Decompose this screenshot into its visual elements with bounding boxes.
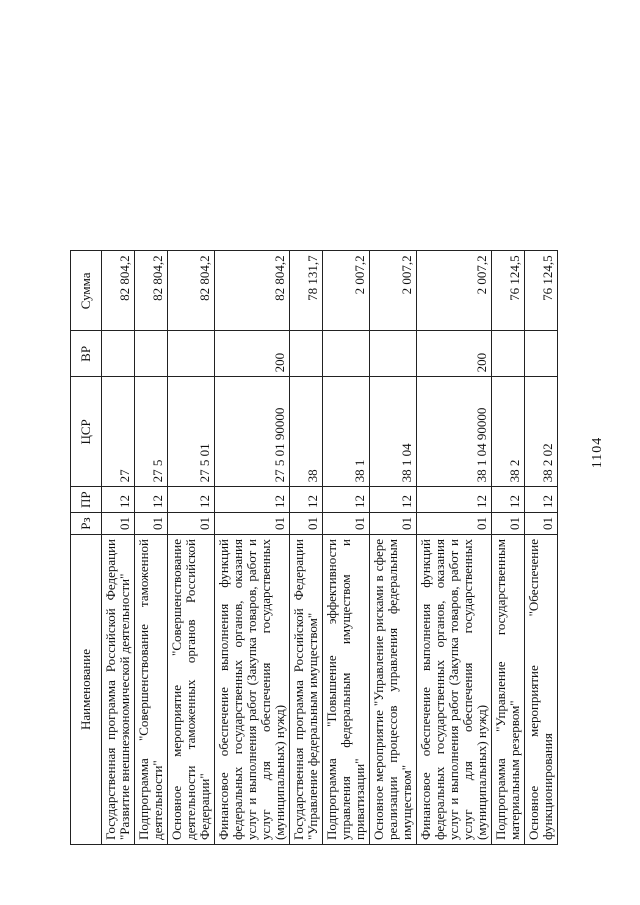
table-row — [102, 251, 135, 845]
cell-pr: 12 — [290, 487, 323, 513]
table-row — [417, 251, 492, 845]
cell-rz: 01 — [168, 513, 215, 535]
cell-rz: 01 — [417, 513, 492, 535]
cell-name: Основное мероприятие "Совершенствование деятельности таможенных органов Российской Федерации" — [168, 535, 215, 845]
cell-csr: 38 1 — [323, 377, 370, 487]
cell-name: Подпрограмма "Совершенствование таможенной деятельности" — [135, 535, 168, 845]
table-row — [215, 251, 290, 845]
cell-csr: 38 2 02 — [525, 377, 558, 487]
cell-name: Подпрограмма "Управление государственным материальным резервом" — [492, 535, 525, 845]
table-row — [290, 251, 323, 845]
cell-pr: 12 — [417, 487, 492, 513]
cell-csr: 38 1 04 90000 — [417, 377, 492, 487]
cell-vr — [290, 331, 323, 377]
cell-rz: 01 — [102, 513, 135, 535]
header-csr: ЦСР — [71, 377, 102, 487]
header-rz: Рз — [71, 513, 102, 535]
table-row — [525, 251, 558, 845]
cell-pr: 12 — [135, 487, 168, 513]
table-row — [135, 251, 168, 845]
cell-sum: 78 131,7 — [290, 251, 323, 331]
cell-name: Основное мероприятие "Обеспечение функционирования — [525, 535, 558, 845]
cell-csr: 27 5 01 90000 — [215, 377, 290, 487]
cell-rz: 01 — [215, 513, 290, 535]
cell-vr — [525, 331, 558, 377]
cell-rz: 01 — [525, 513, 558, 535]
header-sum: Сумма — [71, 251, 102, 331]
cell-pr: 12 — [370, 487, 417, 513]
cell-pr: 12 — [102, 487, 135, 513]
table-row — [168, 251, 215, 845]
cell-vr: 200 — [417, 331, 492, 377]
table-header-row — [71, 251, 102, 845]
cell-sum: 76 124,5 — [492, 251, 525, 331]
cell-vr — [102, 331, 135, 377]
cell-sum: 2 007,2 — [323, 251, 370, 331]
cell-name: Финансовое обеспечение выполнения функций федеральных государственных органов, оказания услуг и выполнения работ (Закупка товаров, работ и услуг для обеспечения государственных (муниципальных) нужд) — [215, 535, 290, 845]
cell-pr: 12 — [525, 487, 558, 513]
cell-rz: 01 — [323, 513, 370, 535]
cell-rz: 01 — [135, 513, 168, 535]
cell-sum: 2 007,2 — [417, 251, 492, 331]
table-row — [492, 251, 525, 845]
cell-sum: 82 804,2 — [168, 251, 215, 331]
cell-csr: 38 2 — [492, 377, 525, 487]
cell-sum: 82 804,2 — [135, 251, 168, 331]
cell-sum: 76 124,5 — [525, 251, 558, 331]
cell-csr: 27 5 01 — [168, 377, 215, 487]
cell-vr — [492, 331, 525, 377]
cell-csr: 38 1 04 — [370, 377, 417, 487]
header-vr: ВР — [71, 331, 102, 377]
cell-vr — [370, 331, 417, 377]
cell-sum: 82 804,2 — [102, 251, 135, 331]
cell-csr: 38 — [290, 377, 323, 487]
cell-name: Подпрограмма "Повышение эффективности управления федеральным имуществом и приватизации" — [323, 535, 370, 845]
cell-rz: 01 — [492, 513, 525, 535]
cell-pr: 12 — [168, 487, 215, 513]
cell-sum: 82 804,2 — [215, 251, 290, 331]
cell-vr — [168, 331, 215, 377]
cell-csr: 27 5 — [135, 377, 168, 487]
cell-vr — [323, 331, 370, 377]
header-name: Наименование — [71, 535, 102, 845]
budget-table — [70, 250, 558, 845]
header-pr: ПР — [71, 487, 102, 513]
cell-name: Государственная программа Российской Федерации "Развитие внешнеэкономической деятельности" — [102, 535, 135, 845]
cell-pr: 12 — [492, 487, 525, 513]
cell-pr: 12 — [323, 487, 370, 513]
cell-rz: 01 — [370, 513, 417, 535]
cell-pr: 12 — [215, 487, 290, 513]
cell-name: Государственная программа Российской Федерации "Управление федеральным имуществом" — [290, 535, 323, 845]
table-row — [323, 251, 370, 845]
cell-csr: 27 — [102, 377, 135, 487]
cell-vr — [135, 331, 168, 377]
cell-name: Основное мероприятие "Управление рисками в сфере реализации процессов управления федеральным имуществом" — [370, 535, 417, 845]
table-row — [370, 251, 417, 845]
cell-rz: 01 — [290, 513, 323, 535]
page-number: 1104 — [590, 436, 605, 469]
cell-sum: 2 007,2 — [370, 251, 417, 331]
cell-vr: 200 — [215, 331, 290, 377]
cell-name: Финансовое обеспечение выполнения функций федеральных государственных органов, оказания услуг и выполнения работ (Закупка товаров, работ и услуг для обеспечения государственных (муниципальных) нужд) — [417, 535, 492, 845]
